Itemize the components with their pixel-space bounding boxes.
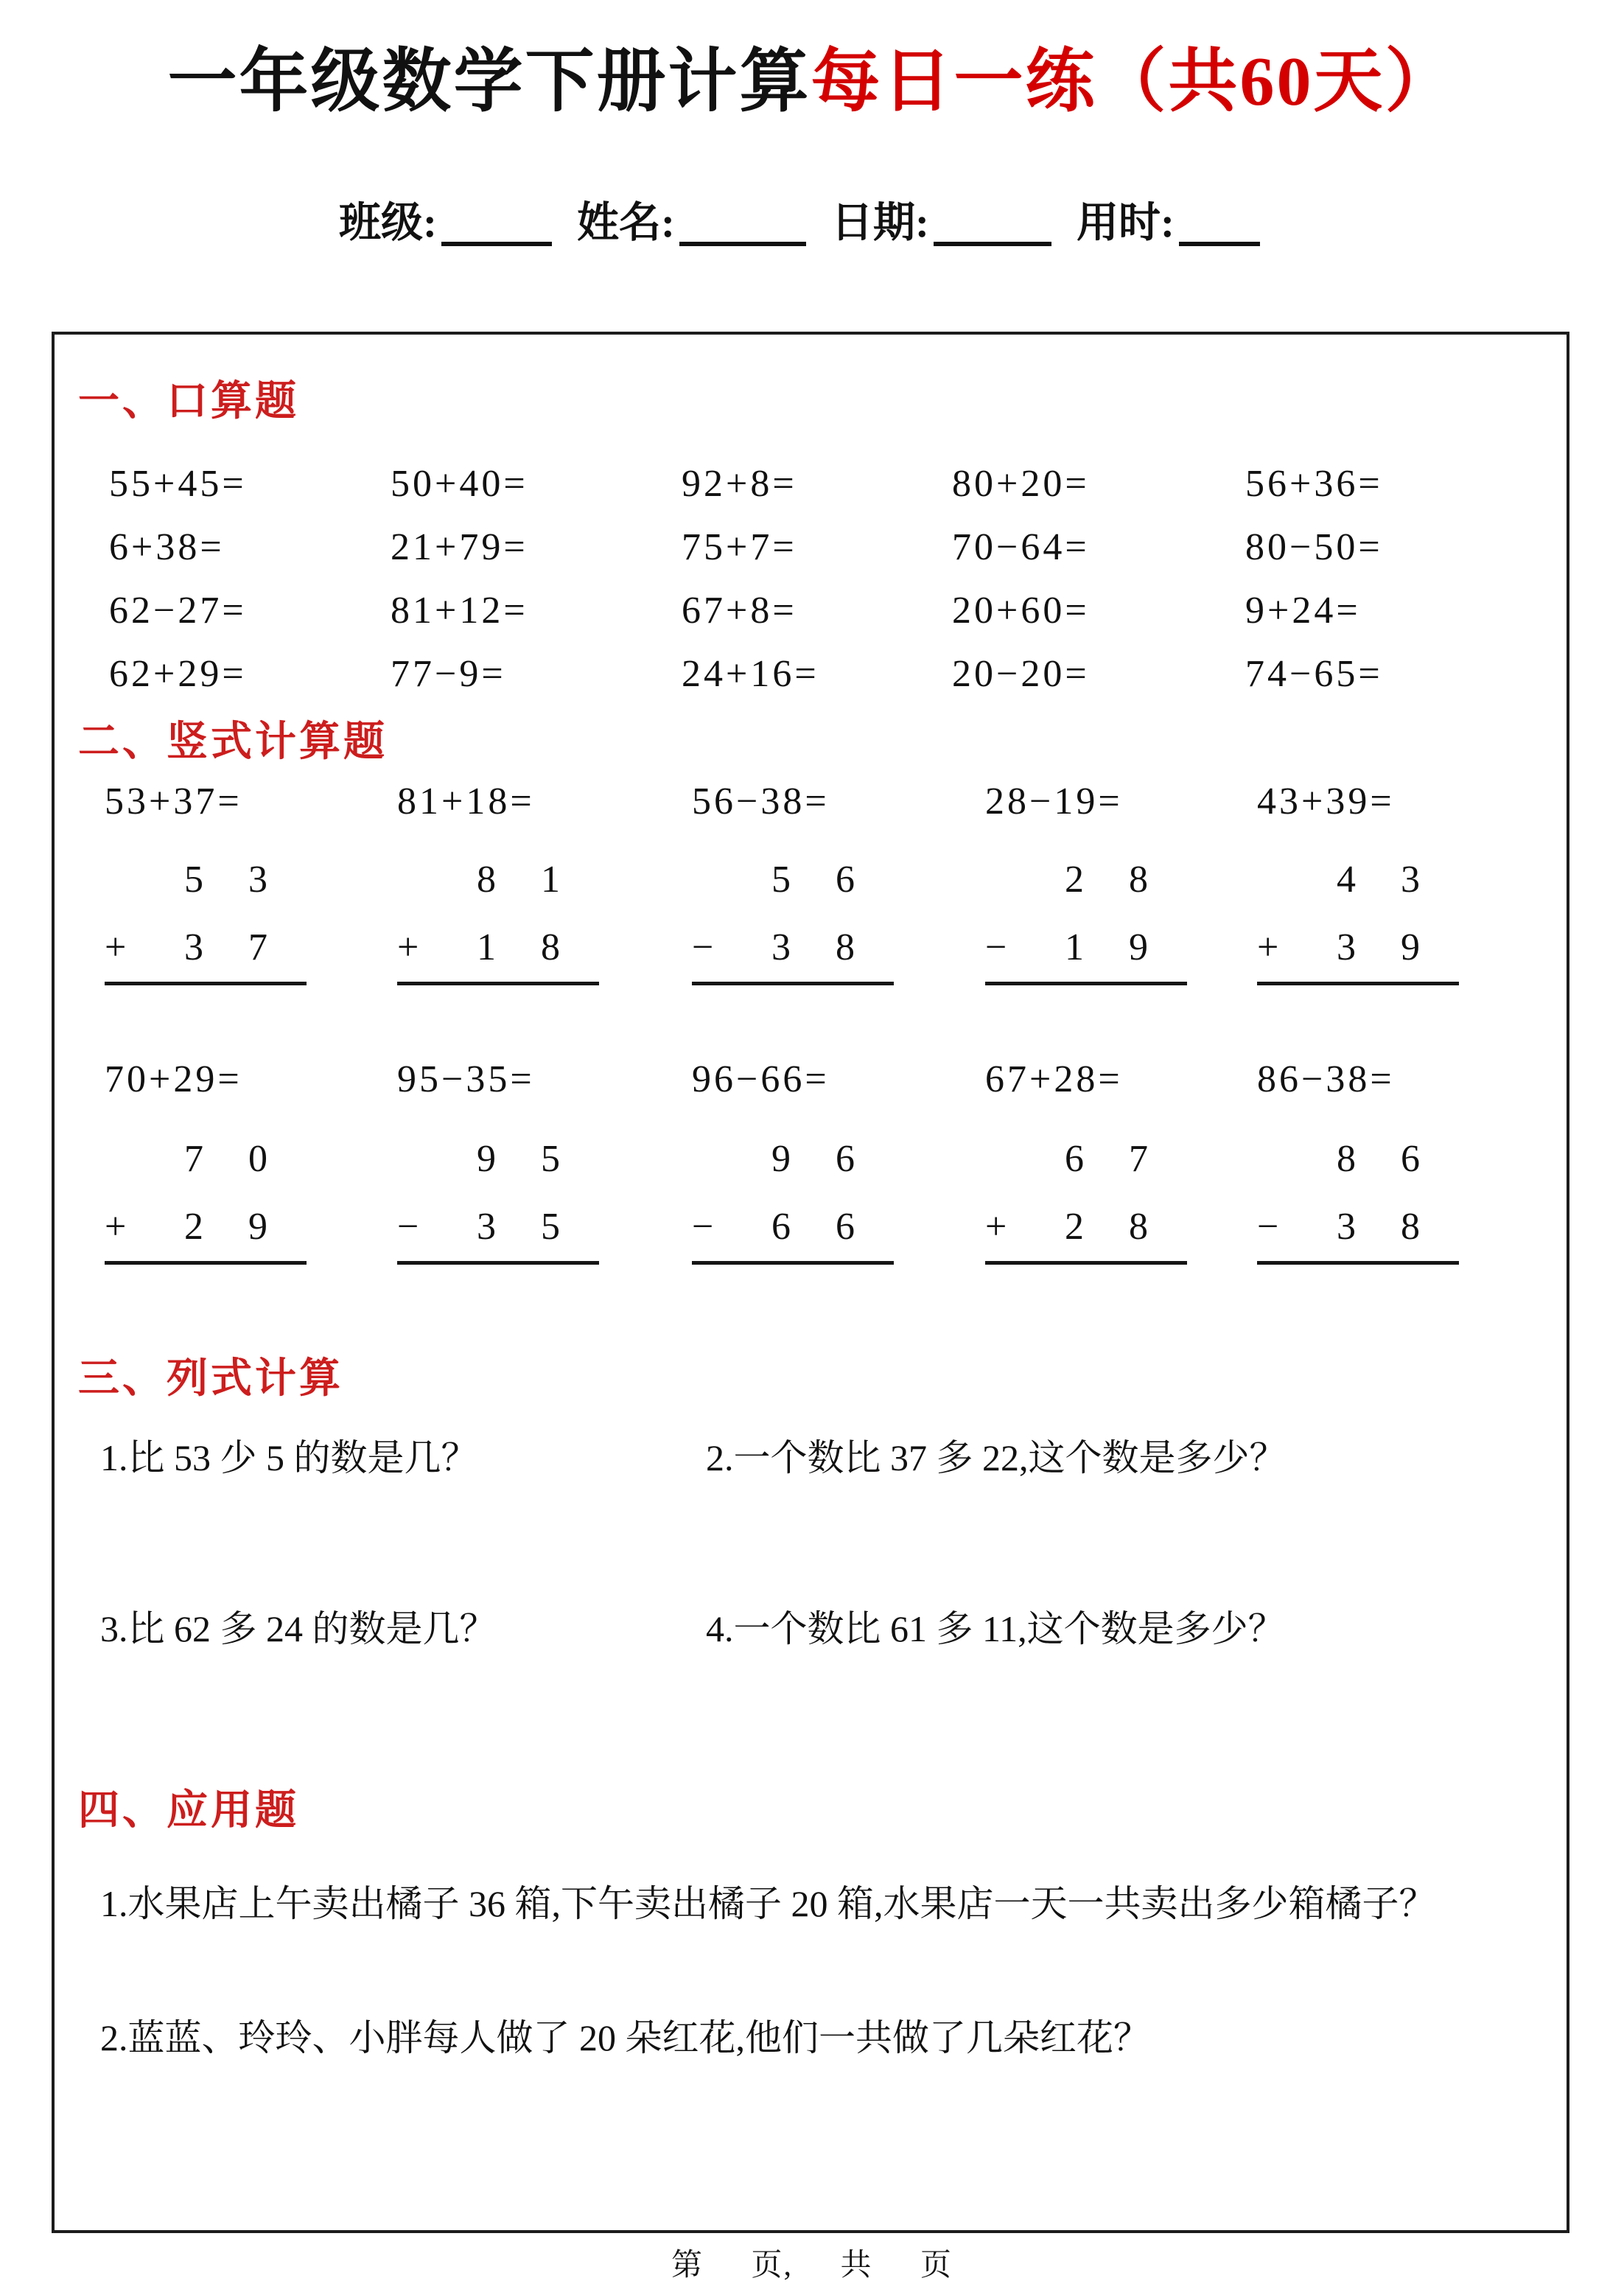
stack-top-number: 9 6 — [771, 1138, 872, 1180]
vertical-equations-row-2 — [105, 1056, 1567, 1103]
oral-problem: 80−50= — [1245, 526, 1383, 568]
vertical-equations-row-1 — [105, 778, 1567, 825]
vertical-equation: 81+18= — [397, 780, 535, 822]
oral-problem: 20−20= — [952, 653, 1090, 695]
vertical-stack — [105, 858, 307, 985]
vertical-equation: 67+28= — [985, 1058, 1123, 1100]
worksheet-box — [52, 332, 1569, 2233]
stack-operator: + — [985, 1206, 1007, 1248]
page-footer: 第 页, 共 页 — [671, 2249, 953, 2282]
oral-problem: 80+20= — [952, 463, 1090, 505]
expression-problem: 2.一个数比 37 多 22,这个数是多少？ — [706, 1437, 1287, 1478]
oral-problem: 20+60= — [952, 590, 1090, 632]
stack-bottom-number: 3 8 — [771, 926, 872, 968]
stack-bottom-line — [692, 1205, 894, 1265]
stack-bottom-number: 2 9 — [184, 1206, 285, 1248]
vertical-stack — [1257, 1137, 1459, 1265]
page-title-red: 每日一练（共60天） — [811, 43, 1457, 120]
oral-problem: 92+8= — [682, 463, 797, 505]
oral-problem: 50+40= — [391, 463, 528, 505]
stack-bottom-line — [105, 1205, 307, 1265]
stack-top-number: 8 1 — [477, 859, 578, 901]
date-label: 日期: — [831, 200, 929, 246]
oral-problem: 56+36= — [1245, 463, 1383, 505]
stack-bottom-line — [397, 1205, 599, 1265]
stack-operator: − — [692, 1206, 714, 1248]
stack-bottom-number: 2 8 — [1065, 1206, 1166, 1248]
vertical-stack — [692, 1137, 894, 1265]
stack-operator: − — [692, 926, 714, 968]
stack-bottom-number: 6 6 — [771, 1206, 872, 1248]
stack-top-number: 2 8 — [1065, 859, 1166, 901]
oral-problem: 70−64= — [952, 526, 1090, 568]
expression-problem: 4.一个数比 61 多 11,这个数是多少？ — [706, 1608, 1285, 1649]
word-problem: 1.水果店上午卖出橘子 36 箱,下午卖出橘子 20 箱,水果店一天一共卖出多少箱橘子？ — [100, 1883, 1436, 1924]
vertical-stack — [397, 1137, 599, 1265]
stack-operator: + — [397, 926, 419, 968]
section-heading-word: 四、应用题 — [78, 1788, 299, 1834]
vertical-stack — [105, 1137, 307, 1265]
date-blank-field — [934, 199, 1051, 246]
vertical-equation: 43+39= — [1257, 780, 1395, 822]
vertical-equation: 86−38= — [1257, 1058, 1395, 1100]
name-blank-field — [679, 199, 806, 246]
vertical-equation: 56−38= — [692, 780, 830, 822]
page-title-black: 一年级数学下册计算 — [167, 43, 811, 120]
section-heading-vertical: 二、竖式计算题 — [78, 719, 388, 765]
stack-bottom-number: 3 8 — [1337, 1206, 1438, 1248]
stack-top-number: 8 6 — [1337, 1138, 1438, 1180]
stack-top-number: 4 3 — [1337, 859, 1438, 901]
oral-problem: 62−27= — [109, 590, 247, 632]
stack-bottom-number: 3 5 — [477, 1206, 578, 1248]
time-blank-field — [1179, 199, 1260, 246]
time-label: 用时: — [1076, 200, 1175, 246]
stack-operator: − — [397, 1206, 419, 1248]
stack-top-number: 7 0 — [184, 1138, 285, 1180]
oral-problem: 77−9= — [391, 653, 506, 695]
stack-bottom-number: 3 9 — [1337, 926, 1438, 968]
oral-problem: 67+8= — [682, 590, 797, 632]
oral-problem: 24+16= — [682, 653, 819, 695]
vertical-stack — [985, 858, 1187, 985]
vertical-equation: 70+29= — [105, 1058, 242, 1100]
stack-bottom-line — [1257, 926, 1459, 985]
vertical-stacks-row-1 — [105, 858, 1567, 985]
section-heading-oral: 一、口算题 — [78, 379, 299, 425]
vertical-stacks-row-2 — [105, 1137, 1567, 1265]
vertical-stack — [397, 858, 599, 985]
oral-problem: 9+24= — [1245, 590, 1361, 632]
stack-top-number: 5 3 — [184, 859, 285, 901]
vertical-equation: 96−66= — [692, 1058, 830, 1100]
expression-problem: 3.比 62 多 24 的数是几？ — [100, 1608, 497, 1649]
stack-bottom-number: 1 9 — [1065, 926, 1166, 968]
stack-bottom-line — [692, 926, 894, 985]
stack-bottom-line — [105, 926, 307, 985]
stack-operator: − — [1257, 1206, 1279, 1248]
page-title — [0, 25, 1624, 125]
oral-problem: 21+79= — [391, 526, 528, 568]
vertical-equation: 53+37= — [105, 780, 242, 822]
word-problem: 2.蓝蓝、玲玲、小胖每人做了 20 朵红花,他们一共做了几朵红花？ — [100, 2017, 1150, 2058]
stack-bottom-line — [397, 926, 599, 985]
stack-bottom-number: 1 8 — [477, 926, 578, 968]
stack-operator: + — [105, 926, 127, 968]
stack-operator: − — [985, 926, 1007, 968]
name-label: 姓名: — [577, 200, 675, 246]
stack-top-number: 6 7 — [1065, 1138, 1166, 1180]
stack-bottom-line — [985, 926, 1187, 985]
oral-problem: 75+7= — [682, 526, 797, 568]
expression-row-1 — [100, 1431, 1567, 1484]
stack-bottom-line — [1257, 1205, 1459, 1265]
expression-problem: 1.比 53 少 5 的数是几？ — [100, 1437, 478, 1478]
oral-problems-grid — [109, 453, 1567, 706]
vertical-stack — [692, 858, 894, 985]
oral-problem: 6+38= — [109, 526, 225, 568]
vertical-stack — [985, 1137, 1187, 1265]
stack-bottom-line — [985, 1205, 1187, 1265]
expression-row-2 — [100, 1602, 1567, 1655]
stack-top-number: 5 6 — [771, 859, 872, 901]
vertical-equation: 95−35= — [397, 1058, 535, 1100]
oral-problem: 74−65= — [1245, 653, 1383, 695]
section-heading-expression: 三、列式计算 — [78, 1356, 343, 1402]
class-blank-field — [441, 199, 552, 246]
vertical-equation: 28−19= — [985, 780, 1123, 822]
oral-problem: 62+29= — [109, 653, 247, 695]
class-label: 班级: — [339, 200, 438, 246]
stack-bottom-number: 3 7 — [184, 926, 285, 968]
meta-line — [0, 189, 1624, 249]
oral-problem: 55+45= — [109, 463, 247, 505]
stack-operator: + — [1257, 926, 1279, 968]
oral-problem: 81+12= — [391, 590, 528, 632]
stack-operator: + — [105, 1206, 127, 1248]
stack-top-number: 9 5 — [477, 1138, 578, 1180]
vertical-stack — [1257, 858, 1459, 985]
